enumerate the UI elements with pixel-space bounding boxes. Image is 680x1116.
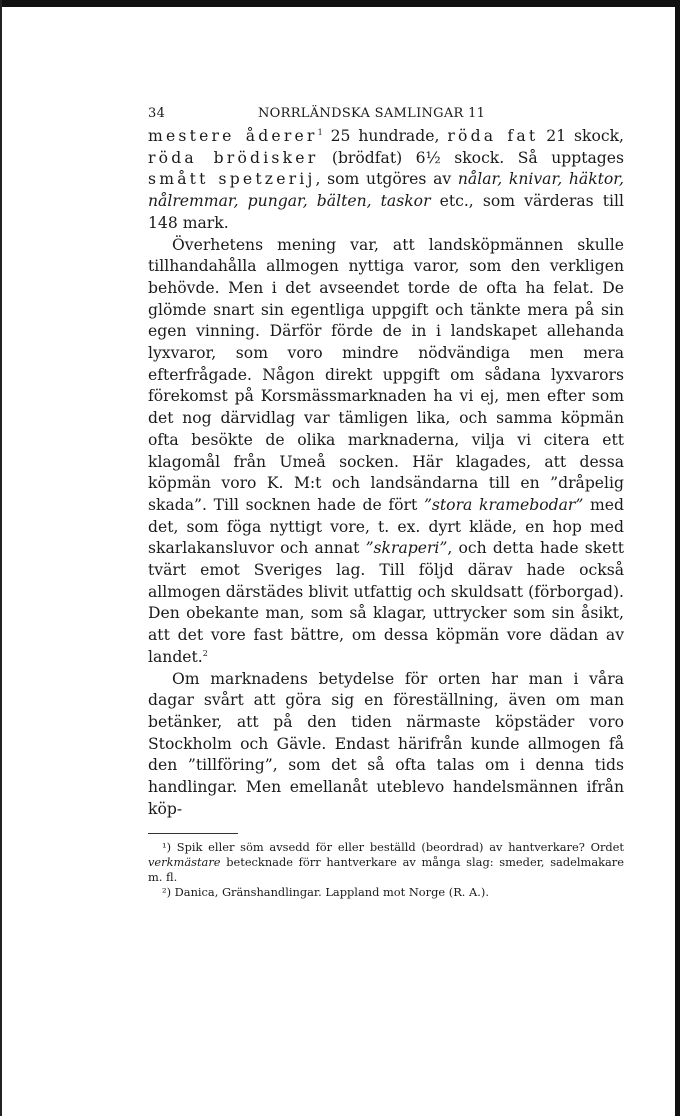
italic-term: ”stora kramebodar” <box>423 495 584 514</box>
book-page <box>148 100 624 900</box>
page-number: 34 <box>148 106 166 121</box>
footnotes <box>148 840 624 901</box>
spaced-term: smått spetzerij <box>148 170 316 189</box>
footnote-2: ²) Danica, Gränshandlingar. Lappland mot Norge (R. A.). <box>162 885 489 900</box>
spaced-term: röda brödisker <box>148 148 319 167</box>
footnote-ref-2: 2 <box>202 648 208 658</box>
scan-border-left <box>0 0 2 1116</box>
paragraph-1: mestere åderer$^1$ 25 hundrade, röda fat 21 skock, röda brödisker (brödfat) 6½ skock. Så upptages smått spetzerij, som utgöres av nålar, knivar, häktor, nålremmar, pungar, bälten, taskor etc., som värderas till 148 mark. <box>148 127 624 232</box>
italic-term: ”skraperi” <box>365 539 448 558</box>
paragraph-2: Överhetens mening var, att landsköpmännen skulle tillhandahålla allmogen nyttiga varor, som den verkligen behövde. Men i det avseendet torde de ofta ha felat. De glömde snart sin egentliga uppgift och tänkte mera på sin egen vinning. Därför förde de in i landskapet allehanda lyxvaror, som voro mindre nödvändiga men mera efterfrågade. Någon direkt uppgift om sådana lyxvarors förekomst på Korsmässmarknaden ha vi ej, men efter som det nog därvidlag var tämligen lika, och samma köpmän ofta besökte de olika marknaderna, vilja vi citera ett klagomål från Umeå socken. Här klagades, att dessa köpmän voro K. M:t och landsändarna till en ”dråpelig skada”. Till socknen hade de fört ”stora kramebodar” med det, som föga nyttigt vore, t. ex. dyrt kläde, en hop med skarlakansluvor och annat ”skraperi”, och detta hade skett tvärt emot Sveriges lag. Till följd därav hade också allmogen därstädes blivit utfattig och skuldsatt (förborgad). Den obekante man, som så klagar, uttrycker som sin åsikt, att det vore fast bättre, om dessa köpmän vore dädan av landet.$^2$ <box>148 235 624 666</box>
italic-term: nålar, knivar, häktor, nålremmar, pungar, bälten, taskor <box>148 170 624 211</box>
paragraph-3: Om marknadens betydelse för orten har man i våra dagar svårt att göra sig en föreställning, även om man betänker, att på den tiden närmaste köpstäder voro Stockholm och Gävle. Endast härifrån kunde allmogen få den ”tillföring”, som det så ofta talas om i denna tids handlingar. Men emellanåt uteblevo handelsmännen ifrån köp- <box>148 669 624 818</box>
scan-border-right <box>675 0 680 1116</box>
footnote-divider <box>148 833 238 834</box>
spaced-term: röda fat <box>447 127 539 145</box>
scan-border-top <box>0 0 680 7</box>
page-header <box>148 100 624 126</box>
footnote-1: ¹) Spik eller söm avsedd för eller beställd (beordrad) av hantverkare? Ordet verkmästare betecknade förr hantverkare av många slag: smeder, sadelmakare m. fl. <box>148 839 624 884</box>
spaced-term: mestere åderer <box>148 127 318 145</box>
footnote-ref-1: 1 <box>317 128 323 137</box>
running-title: NORRLÄNDSKA SAMLINGAR 11 <box>258 106 486 121</box>
body-text <box>148 126 624 821</box>
